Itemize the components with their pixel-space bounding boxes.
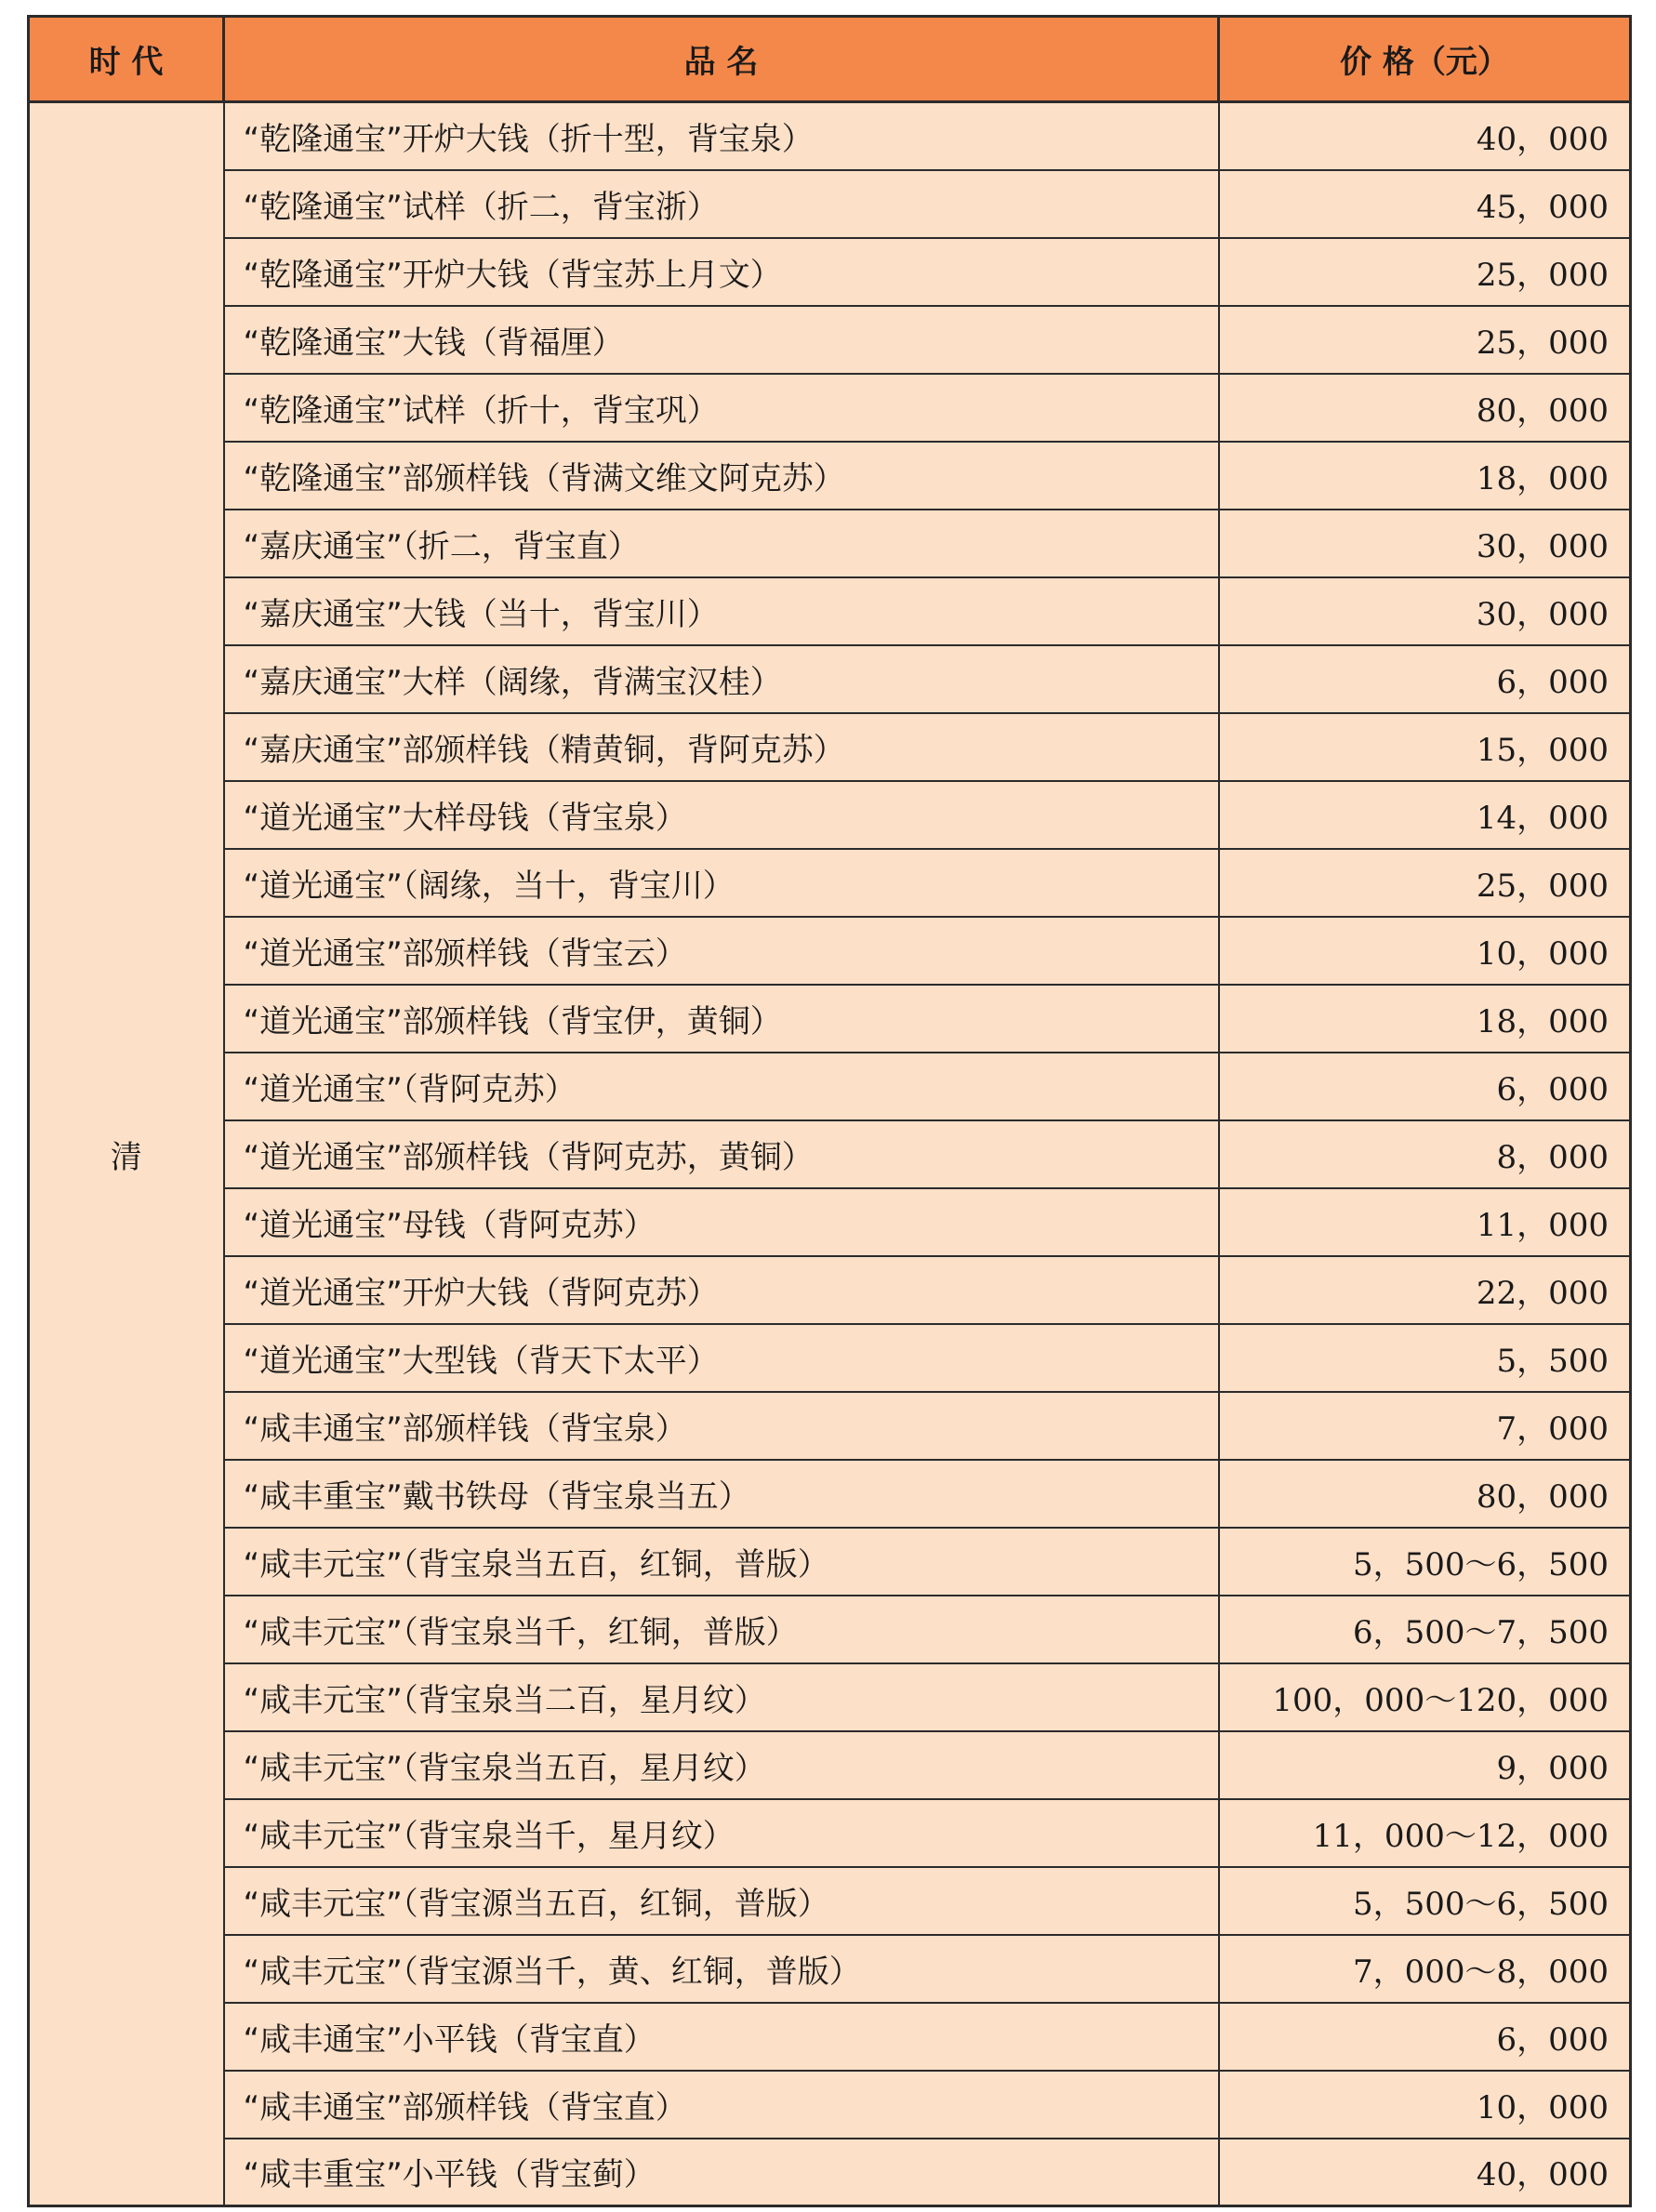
header-row xyxy=(29,17,1631,102)
item-price-cell: 5，500～6，500 xyxy=(1219,1528,1631,1596)
table-body xyxy=(29,102,1631,2206)
item-price-cell: 30，000 xyxy=(1219,510,1631,577)
table-row xyxy=(29,1799,1631,1867)
item-name-cell: “咸丰元宝”（背宝泉当千，红铜，普版） xyxy=(224,1596,1219,1663)
item-name-cell: “乾隆通宝”开炉大钱（折十型，背宝泉） xyxy=(224,102,1219,170)
item-name-cell: “咸丰元宝”（背宝源当五百，红铜，普版） xyxy=(224,1867,1219,1935)
table-row xyxy=(29,713,1631,781)
table-row xyxy=(29,1460,1631,1528)
table-row xyxy=(29,781,1631,849)
item-name-cell: “乾隆通宝”大钱（背福厘） xyxy=(224,306,1219,374)
table-row xyxy=(29,917,1631,985)
item-name-cell: “咸丰通宝”小平钱（背宝直） xyxy=(224,2003,1219,2071)
item-name-cell: “咸丰元宝”（背宝源当千，黄、红铜，普版） xyxy=(224,1935,1219,2003)
table-row xyxy=(29,510,1631,577)
item-price-cell: 8，000 xyxy=(1219,1120,1631,1188)
item-price-cell: 80，000 xyxy=(1219,374,1631,442)
item-price-cell: 6，000 xyxy=(1219,2003,1631,2071)
table-row xyxy=(29,1053,1631,1120)
item-price-cell: 45，000 xyxy=(1219,170,1631,238)
item-price-cell: 6，500～7，500 xyxy=(1219,1596,1631,1663)
item-name-cell: “乾隆通宝”开炉大钱（背宝苏上月文） xyxy=(224,238,1219,306)
table-row xyxy=(29,1731,1631,1799)
item-name-cell: “乾隆通宝”试样（折十，背宝巩） xyxy=(224,374,1219,442)
table-row xyxy=(29,1528,1631,1596)
table-row xyxy=(29,1324,1631,1392)
item-name-cell: “道光通宝”开炉大钱（背阿克苏） xyxy=(224,1256,1219,1324)
table-row xyxy=(29,102,1631,170)
item-name-cell: “咸丰元宝”（背宝泉当二百，星月纹） xyxy=(224,1663,1219,1731)
price-table xyxy=(27,15,1632,2207)
era-cell: 清 xyxy=(29,102,224,2206)
item-price-cell: 7，000 xyxy=(1219,1392,1631,1460)
item-price-cell: 18，000 xyxy=(1219,985,1631,1053)
item-price-cell: 30，000 xyxy=(1219,577,1631,645)
item-name-cell: “咸丰重宝”小平钱（背宝蓟） xyxy=(224,2139,1219,2206)
table-row xyxy=(29,1596,1631,1663)
item-name-cell: “咸丰元宝”（背宝泉当五百，红铜，普版） xyxy=(224,1528,1219,1596)
table-row xyxy=(29,645,1631,713)
table-row xyxy=(29,985,1631,1053)
item-price-cell: 100，000～120，000 xyxy=(1219,1663,1631,1731)
item-price-cell: 25，000 xyxy=(1219,238,1631,306)
item-price-cell: 7，000～8，000 xyxy=(1219,1935,1631,2003)
table-row xyxy=(29,170,1631,238)
item-name-cell: “乾隆通宝”部颁样钱（背满文维文阿克苏） xyxy=(224,442,1219,510)
table-row xyxy=(29,1935,1631,2003)
table-row xyxy=(29,2003,1631,2071)
item-price-cell: 18，000 xyxy=(1219,442,1631,510)
header-name: 品 名 xyxy=(224,17,1219,102)
item-name-cell: “道光通宝”部颁样钱（背宝伊，黄铜） xyxy=(224,985,1219,1053)
item-name-cell: “道光通宝”部颁样钱（背宝云） xyxy=(224,917,1219,985)
item-price-cell: 5，500 xyxy=(1219,1324,1631,1392)
table-row xyxy=(29,2071,1631,2139)
table-row xyxy=(29,374,1631,442)
header-price: 价 格（元） xyxy=(1219,17,1631,102)
table-row xyxy=(29,2139,1631,2206)
item-name-cell: “乾隆通宝”试样（折二，背宝浙） xyxy=(224,170,1219,238)
item-price-cell: 5，500～6，500 xyxy=(1219,1867,1631,1935)
item-price-cell: 22，000 xyxy=(1219,1256,1631,1324)
item-price-cell: 15，000 xyxy=(1219,713,1631,781)
table-row xyxy=(29,238,1631,306)
item-name-cell: “嘉庆通宝”大钱（当十，背宝川） xyxy=(224,577,1219,645)
item-price-cell: 11，000 xyxy=(1219,1188,1631,1256)
item-name-cell: “嘉庆通宝”（折二，背宝直） xyxy=(224,510,1219,577)
item-name-cell: “道光通宝”大样母钱（背宝泉） xyxy=(224,781,1219,849)
item-name-cell: “咸丰通宝”部颁样钱（背宝直） xyxy=(224,2071,1219,2139)
item-name-cell: “道光通宝”母钱（背阿克苏） xyxy=(224,1188,1219,1256)
item-name-cell: “咸丰通宝”部颁样钱（背宝泉） xyxy=(224,1392,1219,1460)
item-price-cell: 10，000 xyxy=(1219,2071,1631,2139)
item-price-cell: 6，000 xyxy=(1219,645,1631,713)
table-row xyxy=(29,1256,1631,1324)
item-name-cell: “咸丰重宝”戴书铁母（背宝泉当五） xyxy=(224,1460,1219,1528)
item-price-cell: 9，000 xyxy=(1219,1731,1631,1799)
item-price-cell: 80，000 xyxy=(1219,1460,1631,1528)
table-row xyxy=(29,1120,1631,1188)
item-name-cell: “嘉庆通宝”大样（阔缘，背满宝汉桂） xyxy=(224,645,1219,713)
item-price-cell: 25，000 xyxy=(1219,306,1631,374)
item-name-cell: “道光通宝”大型钱（背天下太平） xyxy=(224,1324,1219,1392)
table-row xyxy=(29,306,1631,374)
table-row xyxy=(29,577,1631,645)
item-price-cell: 14，000 xyxy=(1219,781,1631,849)
table-row xyxy=(29,1188,1631,1256)
item-name-cell: “嘉庆通宝”部颁样钱（精黄铜，背阿克苏） xyxy=(224,713,1219,781)
item-price-cell: 10，000 xyxy=(1219,917,1631,985)
item-name-cell: “道光通宝”（背阿克苏） xyxy=(224,1053,1219,1120)
item-price-cell: 40，000 xyxy=(1219,2139,1631,2206)
table-row xyxy=(29,1867,1631,1935)
header-era: 时 代 xyxy=(29,17,224,102)
item-name-cell: “道光通宝”（阔缘，当十，背宝川） xyxy=(224,849,1219,917)
item-price-cell: 25，000 xyxy=(1219,849,1631,917)
item-price-cell: 6，000 xyxy=(1219,1053,1631,1120)
table-row xyxy=(29,442,1631,510)
item-price-cell: 11，000～12，000 xyxy=(1219,1799,1631,1867)
table-row xyxy=(29,1663,1631,1731)
item-name-cell: “咸丰元宝”（背宝泉当五百，星月纹） xyxy=(224,1731,1219,1799)
table-row xyxy=(29,849,1631,917)
item-price-cell: 40，000 xyxy=(1219,102,1631,170)
table-row xyxy=(29,1392,1631,1460)
item-name-cell: “咸丰元宝”（背宝泉当千，星月纹） xyxy=(224,1799,1219,1867)
item-name-cell: “道光通宝”部颁样钱（背阿克苏，黄铜） xyxy=(224,1120,1219,1188)
